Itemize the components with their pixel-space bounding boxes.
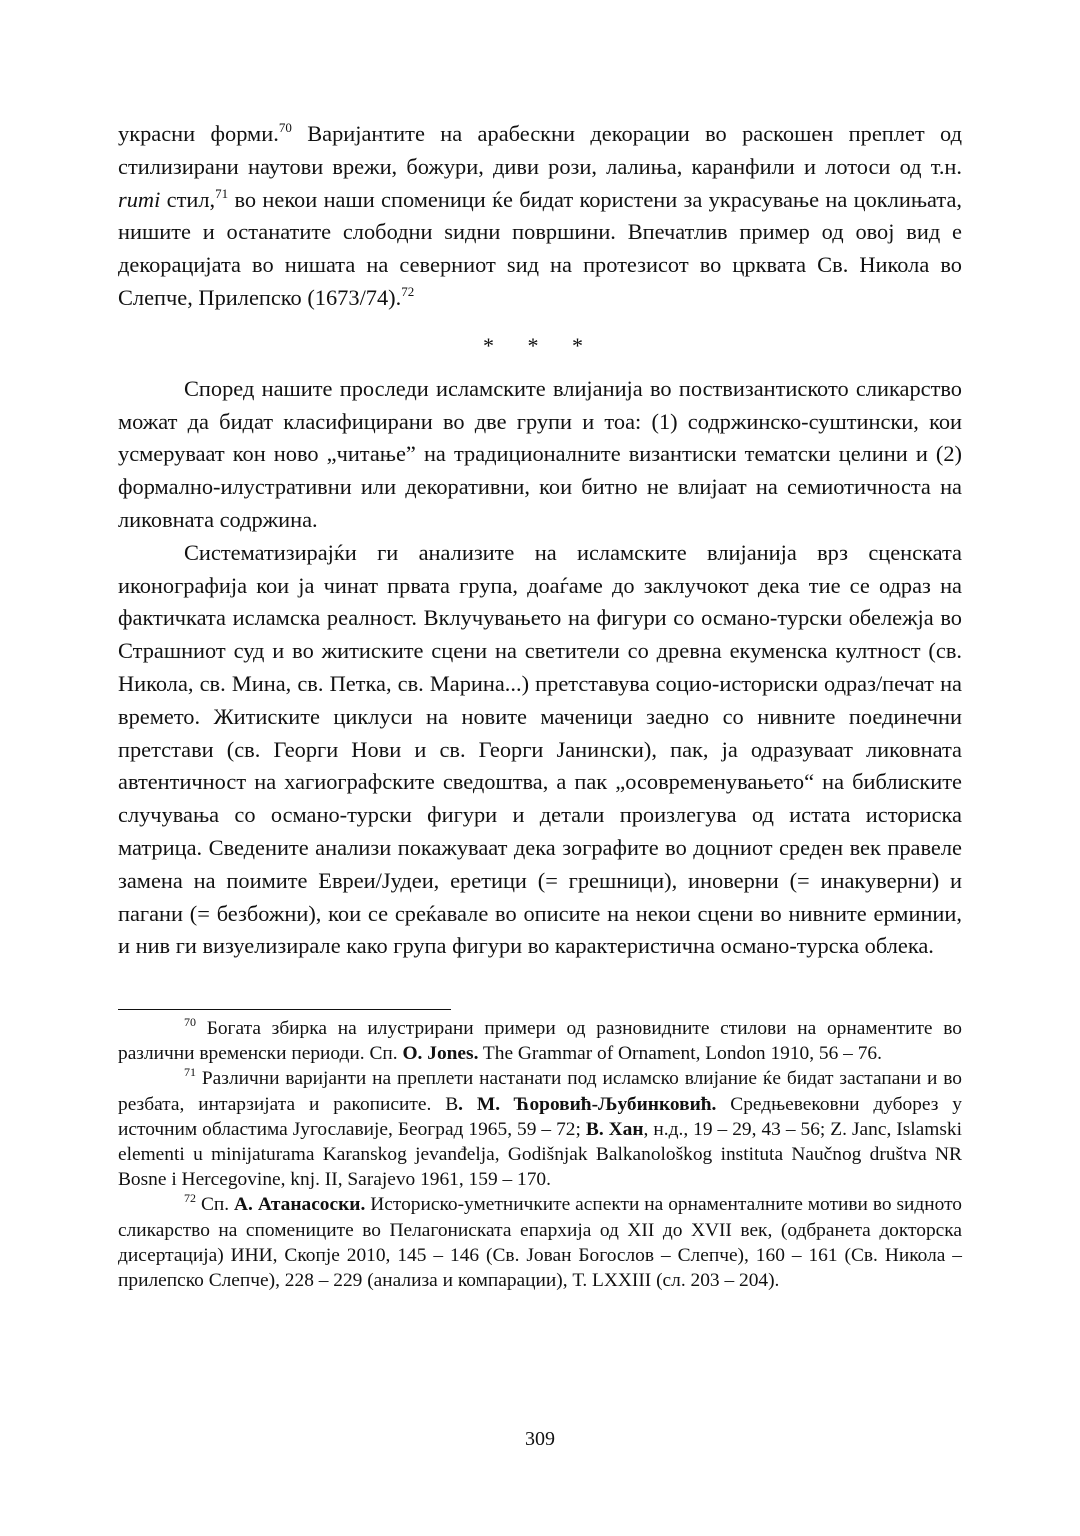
paragraph-continuation [118, 118, 962, 315]
author-name: O. Jones. [402, 1043, 479, 1065]
page-number: 309 [525, 1428, 555, 1450]
author-name: В. Хан [585, 1118, 644, 1140]
author-name: . М. Ћоровић-Љубинковић. [458, 1093, 717, 1115]
text-run: Богата збирка на илустрирани примери од разновидните стилови на орнаментите во различни временски периоди. Сп. [118, 1018, 962, 1065]
footnotes [118, 1016, 962, 1293]
paragraph-classification: Според нашите проследи исламските влијанија во поствизантиското сликарство можат да бидат класифицирани во две групи и тоа: (1) содржинско-суштински, кои усмеруваат кон ново „читање” на традиционалните византиски тематски целини и (2) формално-илустративни или декоративни, кои битно не влијаат на семиотичноста на ликовната содржина. [118, 375, 962, 532]
footnote-72 [118, 1192, 962, 1293]
footnote-ref-71[interactable]: 71 [215, 185, 229, 201]
footnote-number: 70 [184, 1015, 196, 1029]
text-run: во некои наши споменици ќе бидат користени за украсување на цоклињата, нишите и останатите слободни ѕидни површини. Впечатлив пример од овој вид е декорацијата во нишата на северниот ѕид на протезисот во црквата Св. Никола во Слепче, Прилепско (1673/74). [118, 186, 962, 310]
footnote-number: 71 [184, 1065, 196, 1080]
footnote-70 [118, 1016, 962, 1066]
text-run: стил, [160, 186, 216, 212]
author-name: А. Атанасоски. [234, 1194, 366, 1216]
italic-term: rumi [118, 186, 161, 212]
text-run: Историско-уметничките аспекти на орнаменталните мотиви во ѕидното сликарство на спомениците во Пелагониската епархија од XII до XVII век, (одбранета докторска дисертација) ИНИ, Скопје 2010, 145 – 146 (Св. Јован Богослов – Слепче), 160 – 161 (Св. Никола – прилепско Слепче), 228 – 229 (анализа и компарации), Т. LXXIII (сл. 203 – 204). [118, 1194, 962, 1292]
footnote-divider [118, 1009, 451, 1010]
text-run: Различни варијанти на преплети настанати под исламско влијание ќе бидат застапани и во резбата, интарзијата и ракописите. В [118, 1068, 962, 1115]
text-run: , н.д., 19 – 29, 43 – 56; Z. Janc, Islamski elementi u minijaturama Karanskog jevanđelja, Godišnjak Balkanološkog instituta Naučnog društva NR Bosne i Hercegovine, knj. II, Sarajevo 1961, 159 – 170. [118, 1118, 962, 1191]
text-run: Сп. [196, 1194, 235, 1216]
footnote-ref-72[interactable]: 72 [401, 283, 415, 299]
text-run: Варијантите на арабескни декорации во раскошен преплет од стилизирани наутови врежи, божури, диви рози, лалиња, каранфили и лотоси од т.н. [118, 121, 962, 179]
main-text [118, 118, 962, 963]
text-run: Средњевековни дуборез у источним областима Југославије, Београд 1965, 59 – 72; [118, 1093, 962, 1140]
footnote-71 [118, 1066, 962, 1192]
section-separator: * * * [483, 332, 597, 358]
footnote-ref-70[interactable]: 70 [278, 120, 292, 135]
paragraph-analysis: Систематизирајќи ги анализите на исламските влијанија врз сценската иконографија кои ја чинат првата група, доаѓаме до заклучокот дека тие се одраз на фактичката исламска реалност. Вклучувањето на фигури со османо-турски обележја во Страшниот суд и во житиските сцени на светители со древна екуменска култност (св. Никола, св. Мина, св. Петка, св. Марина...) претставува социо-историски одраз/печат на времето. Житиските циклуси на новите маченици заедно со нивните поединечни претстави (св. Георги Нови и св. Георги Јанински), пак, ја одразуваат ликовната автентичност на хагиографските сведоштва, а пак „осовременувањето“ на библиските случувања со османо-турски фигури и детали произлегува од истата историска матрица. Сведените анализи покажуваат дека зографите во доцниот среден век правеле замена на поимите Евреи/Јудеи, еретици (= грешници), иноверни (= инакуверни) и пагани (= безбожни), кои се среќавале во описите на некои сцени во нивните ерминии, и нив ги визуелизирале како група фигури во карактеристична османо-турска облека. [118, 539, 962, 959]
text-run: The Grammar of Ornament, London 1910, 56 – 76. [478, 1043, 882, 1065]
text-run: украсни форми. [118, 121, 279, 146]
footnote-number: 72 [184, 1191, 196, 1206]
